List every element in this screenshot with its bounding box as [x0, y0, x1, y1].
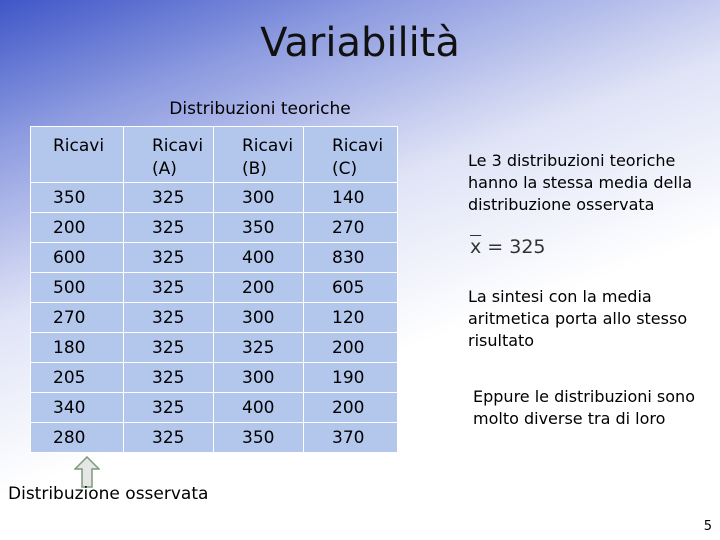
table-cell: 270	[31, 303, 124, 333]
table-row	[31, 363, 398, 393]
table-cell: 200	[304, 333, 398, 363]
table-cell: 350	[214, 423, 304, 453]
header-a: Ricavi (A)	[124, 127, 214, 183]
table-row	[31, 393, 398, 423]
table-row	[31, 423, 398, 453]
table-cell: 325	[124, 213, 214, 243]
distribution-table	[30, 126, 398, 453]
formula-value: = 325	[481, 236, 546, 258]
table-subtitle: Distribuzioni teoriche	[169, 99, 351, 119]
table-cell: 325	[214, 333, 304, 363]
table-cell: 605	[304, 273, 398, 303]
table-row	[31, 303, 398, 333]
table-row	[31, 333, 398, 363]
table-cell: 300	[214, 363, 304, 393]
table-cell: 200	[31, 213, 124, 243]
table-cell: 325	[124, 423, 214, 453]
table-cell: 325	[124, 363, 214, 393]
table-cell: 120	[304, 303, 398, 333]
mean-formula	[470, 236, 546, 258]
table-cell: 325	[124, 183, 214, 213]
table-cell: 400	[214, 393, 304, 423]
table-cell: 300	[214, 303, 304, 333]
table-cell: 325	[124, 333, 214, 363]
table-cell: 325	[124, 243, 214, 273]
table-cell: 200	[304, 393, 398, 423]
table-row	[31, 213, 398, 243]
note-arithmetic-mean: La sintesi con la media aritmetica porta allo stesso risultato	[468, 287, 688, 350]
page-number: 5	[703, 519, 712, 534]
table-cell: 830	[304, 243, 398, 273]
table-cell: 325	[124, 393, 214, 423]
header-observed: Ricavi	[31, 127, 124, 183]
table-cell: 500	[31, 273, 124, 303]
table-cell: 400	[214, 243, 304, 273]
table-cell: 180	[31, 333, 124, 363]
note-same-mean: Le 3 distribuzioni teoriche hanno la stessa media della distribuzione osservata	[468, 151, 693, 214]
table-cell: 205	[31, 363, 124, 393]
table-cell: 600	[31, 243, 124, 273]
table-cell: 270	[304, 213, 398, 243]
table-cell: 370	[304, 423, 398, 453]
table-cell: 280	[31, 423, 124, 453]
header-b: Ricavi (B)	[214, 127, 304, 183]
table-cell: 300	[214, 183, 304, 213]
table-cell: 200	[214, 273, 304, 303]
table-row	[31, 273, 398, 303]
table-cell: 350	[31, 183, 124, 213]
table-row	[31, 183, 398, 213]
table-header-row	[31, 127, 398, 183]
slide-title: Variabilità	[260, 20, 460, 66]
table-cell: 325	[124, 273, 214, 303]
table-cell: 190	[304, 363, 398, 393]
note-different-distributions: Eppure le distribuzioni sono molto diverse tra di loro	[473, 387, 695, 428]
table-row	[31, 243, 398, 273]
table-cell: 340	[31, 393, 124, 423]
table-cell: 140	[304, 183, 398, 213]
observed-distribution-label: Distribuzione osservata	[8, 484, 209, 504]
formula-variable: $\overline{x}$	[470, 236, 482, 258]
header-c: Ricavi (C)	[304, 127, 398, 183]
table-cell: 350	[214, 213, 304, 243]
table-cell: 325	[124, 303, 214, 333]
